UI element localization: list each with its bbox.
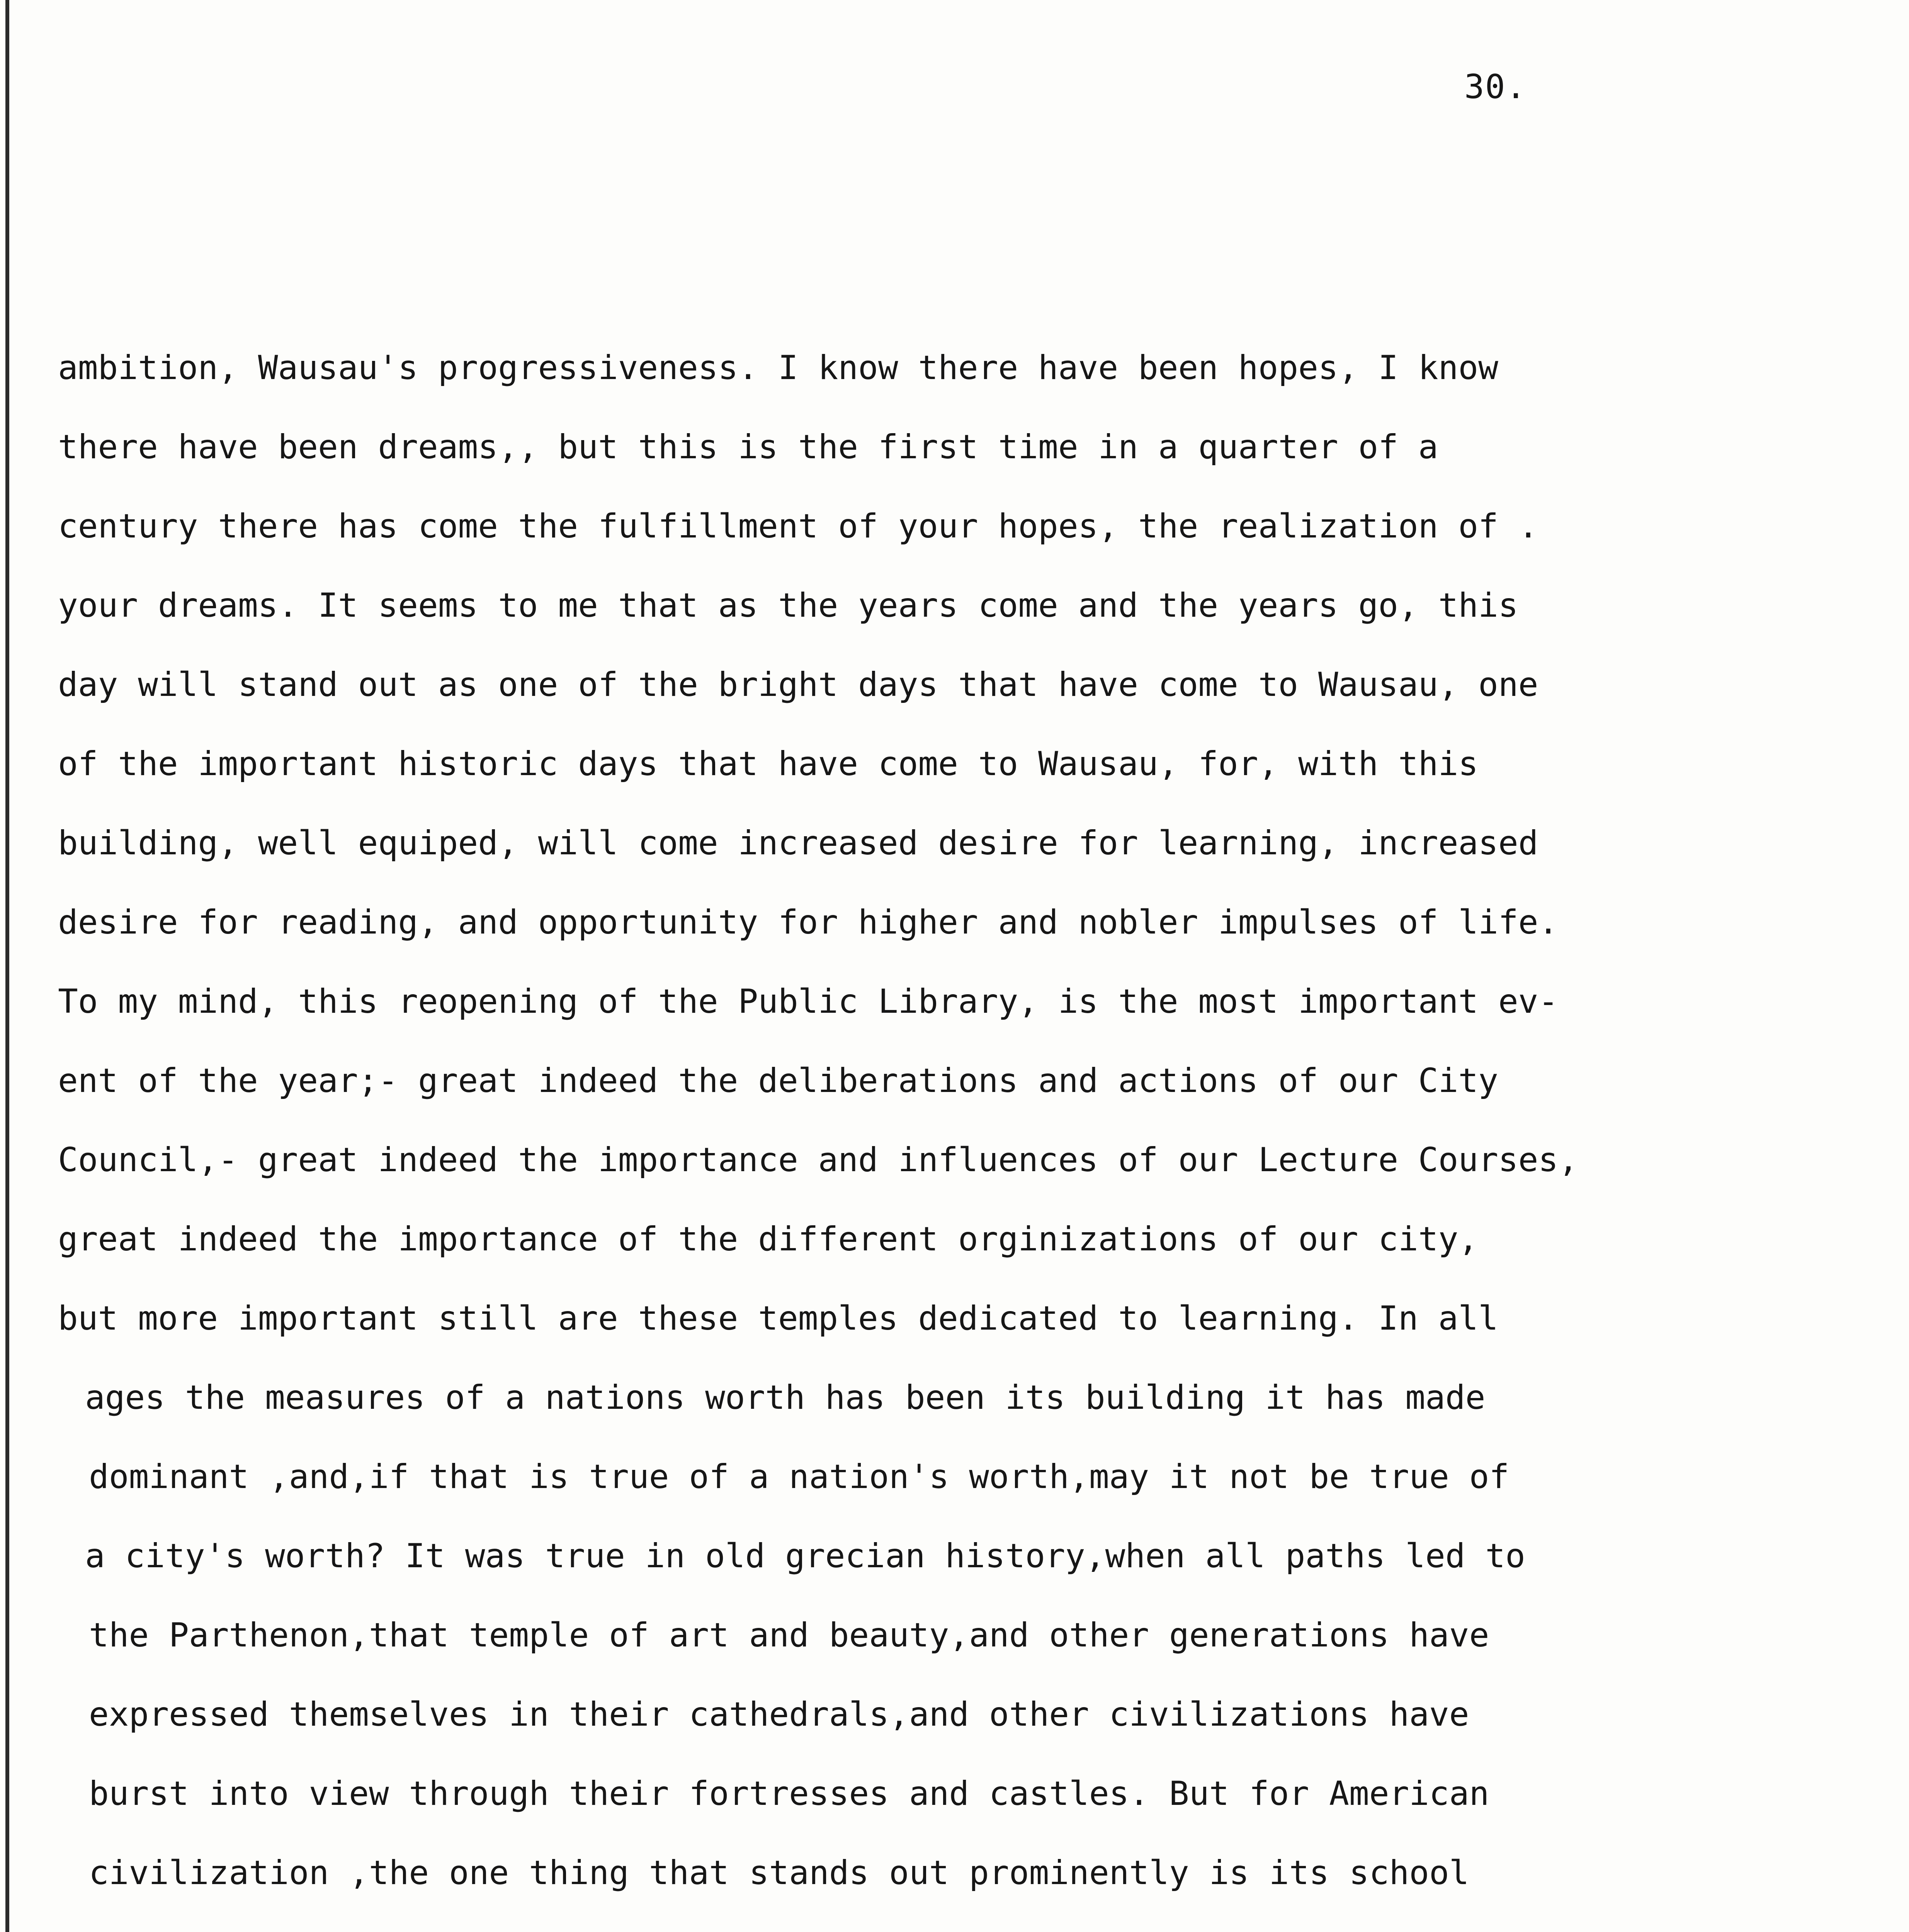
text-line: ages the measures of a nations worth has been its building it has made bbox=[85, 1378, 1486, 1417]
text-line: day will stand out as one of the bright days that have come to Wausau, one bbox=[58, 665, 1538, 704]
text-line: great indeed the importance of the different orginizations of our city, bbox=[58, 1220, 1479, 1259]
text-line: century there has come the fulfillment of your hopes, the realization of . bbox=[58, 507, 1538, 546]
text-line: desire for reading, and opportunity for higher and nobler impulses of life. bbox=[58, 903, 1559, 942]
text-line: ent of the year;- great indeed the deliberations and actions of our City bbox=[58, 1061, 1498, 1100]
text-line bbox=[89, 1913, 1882, 1932]
typed-body-text bbox=[58, 328, 1882, 1932]
page-number: 30. bbox=[1464, 68, 1527, 106]
text-line: burst into view through their fortresses and castles. But for American bbox=[89, 1774, 1489, 1813]
text-line: expressed themselves in their cathedrals,and other civilizations have bbox=[89, 1695, 1469, 1734]
text-line: Council,- great indeed the importance and influences of our Lecture Courses, bbox=[58, 1141, 1579, 1179]
text-line: ambition, Wausau's progressiveness. I know there have been hopes, I know bbox=[58, 349, 1498, 387]
text-line: civilization ,the one thing that stands out prominently is its school bbox=[89, 1854, 1469, 1892]
text-line: building, well equiped, will come increased desire for learning, increased bbox=[58, 824, 1538, 862]
text-line: To my mind, this reopening of the Public Library, is the most important ev- bbox=[58, 982, 1559, 1021]
text-line: dominant ,and,if that is true of a nation's worth,may it not be true of bbox=[89, 1458, 1510, 1496]
text-line: a city's worth? It was true in old grecian history,when all paths led to bbox=[85, 1537, 1525, 1575]
text-line: but more important still are these temples dedicated to learning. In all bbox=[58, 1299, 1498, 1338]
text-line: there have been dreams,, but this is the first time in a quarter of a bbox=[58, 428, 1438, 466]
text-line: the Parthenon,that temple of art and beauty,and other generations have bbox=[89, 1616, 1489, 1655]
text-line: your dreams. It seems to me that as the years come and the years go, this bbox=[58, 586, 1518, 625]
text-line: of the important historic days that have come to Wausau, for, with this bbox=[58, 745, 1479, 783]
page-left-edge-rule bbox=[5, 0, 9, 1932]
